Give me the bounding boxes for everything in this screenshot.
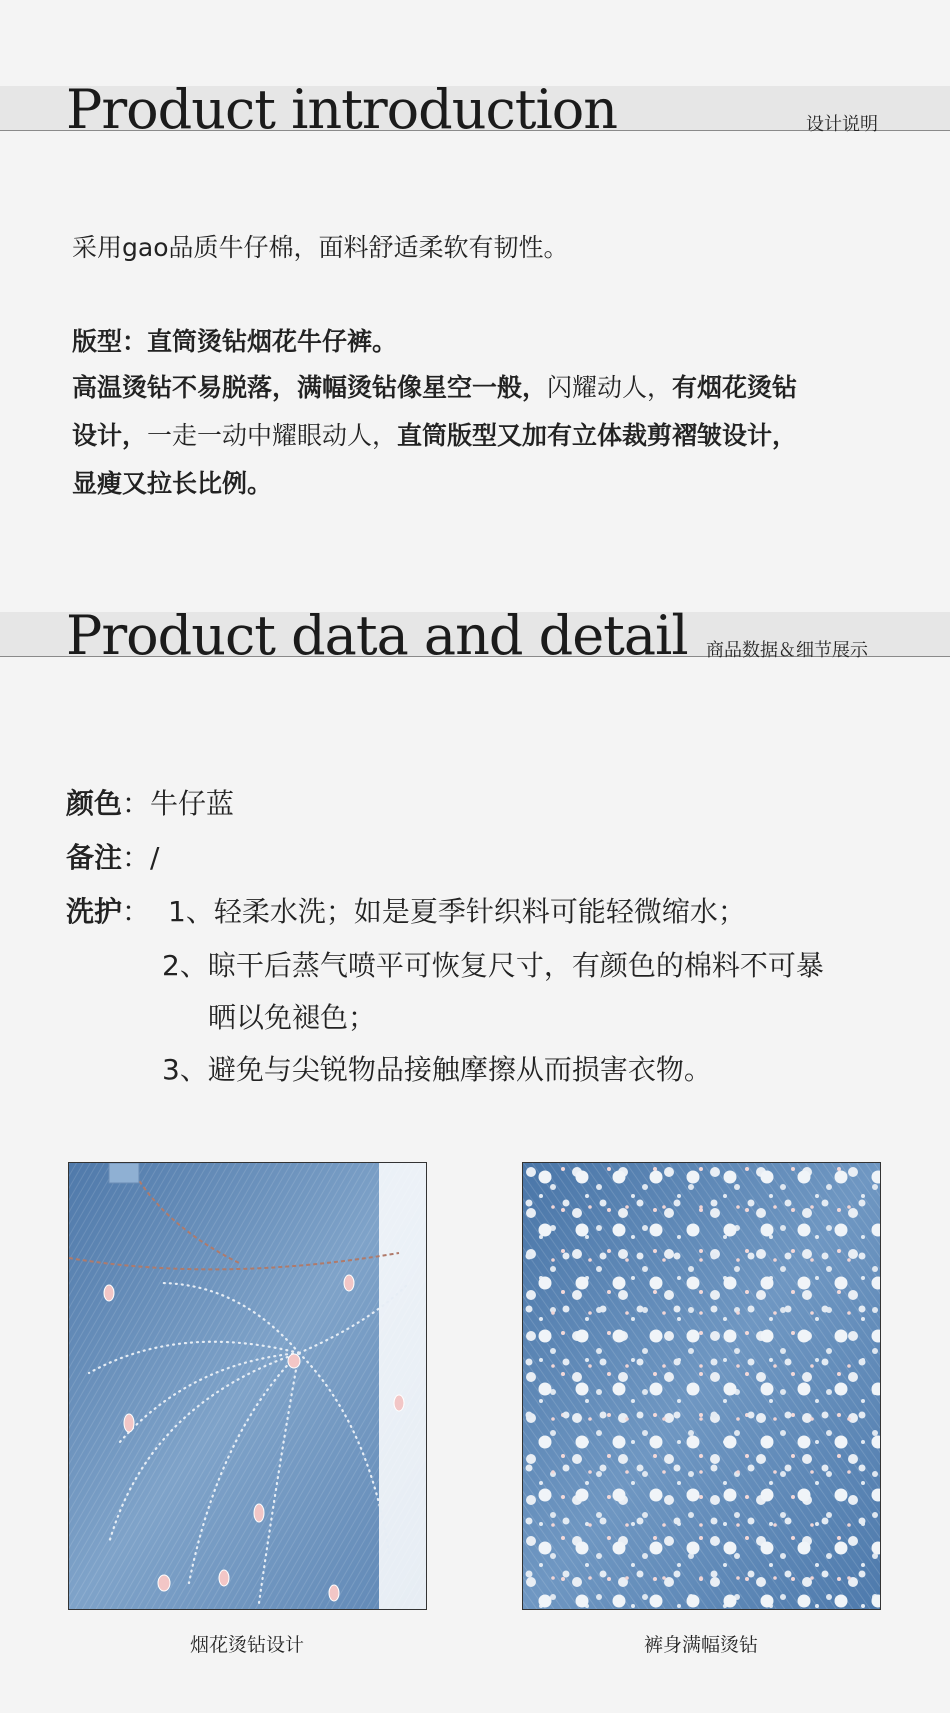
intro-para-line-2	[72, 412, 797, 460]
photo-full-rhinestone-image	[523, 1163, 880, 1609]
intro-subtitle: 设计说明	[806, 114, 878, 135]
intro-normal-2: 一走一动中耀眼动人，	[147, 421, 398, 450]
intro-normal-1: 闪耀动人，	[547, 373, 673, 402]
intro-line-fabric: 采用gao品质牛仔棉，面料舒适柔软有韧性。	[72, 233, 569, 262]
intro-bold-4: 直筒版型又加有立体裁剪褶皱设计，	[397, 421, 798, 450]
care-item-3: 3、避免与尖锐物品接触摩擦从而损害衣物。	[162, 1053, 712, 1086]
spec-color-value: 牛仔蓝	[150, 787, 235, 820]
intro-bold-1: 高温烫钻不易脱落，满幅烫钻像星空一般，	[72, 373, 548, 402]
intro-bold-3: 设计，	[72, 421, 148, 450]
photo-fireworks-image	[69, 1163, 426, 1609]
spec-note-value: /	[150, 841, 160, 874]
photo-full-rhinestone	[522, 1162, 881, 1610]
photo-fireworks-rhinestone	[68, 1162, 427, 1610]
spec-note: 备注：/	[66, 841, 160, 874]
care-item-2b: 晒以免褪色；	[208, 1001, 377, 1034]
spec-color: 颜色：牛仔蓝	[66, 787, 235, 820]
care-item-2a: 2、晾干后蒸气喷平可恢复尺寸，有颜色的棉料不可暴	[162, 949, 824, 982]
spec-care: 洗护：	[66, 895, 151, 928]
intro-line-style: 版型：直筒烫钻烟花牛仔裤。	[72, 327, 398, 356]
spec-color-label: 颜色	[66, 787, 123, 820]
intro-para-line-1	[72, 364, 797, 412]
detail-subtitle: 商品数据＆细节展示	[706, 640, 868, 661]
spec-note-label: 备注	[66, 841, 123, 874]
care-item-1: 1、轻柔水洗；如是夏季针织料可能轻微缩水；	[168, 895, 746, 928]
detail-title: Product data and detail	[66, 604, 688, 667]
intro-para-line-3: 显瘦又拉长比例。	[72, 469, 273, 498]
photo-fireworks-caption: 烟花烫钻设计	[190, 1634, 305, 1656]
photo-full-rhinestone-caption: 裤身满幅烫钻	[644, 1634, 759, 1656]
spec-care-label: 洗护	[66, 895, 123, 928]
intro-title: Product introduction	[66, 78, 618, 141]
intro-bold-2: 有烟花烫钻	[672, 373, 798, 402]
